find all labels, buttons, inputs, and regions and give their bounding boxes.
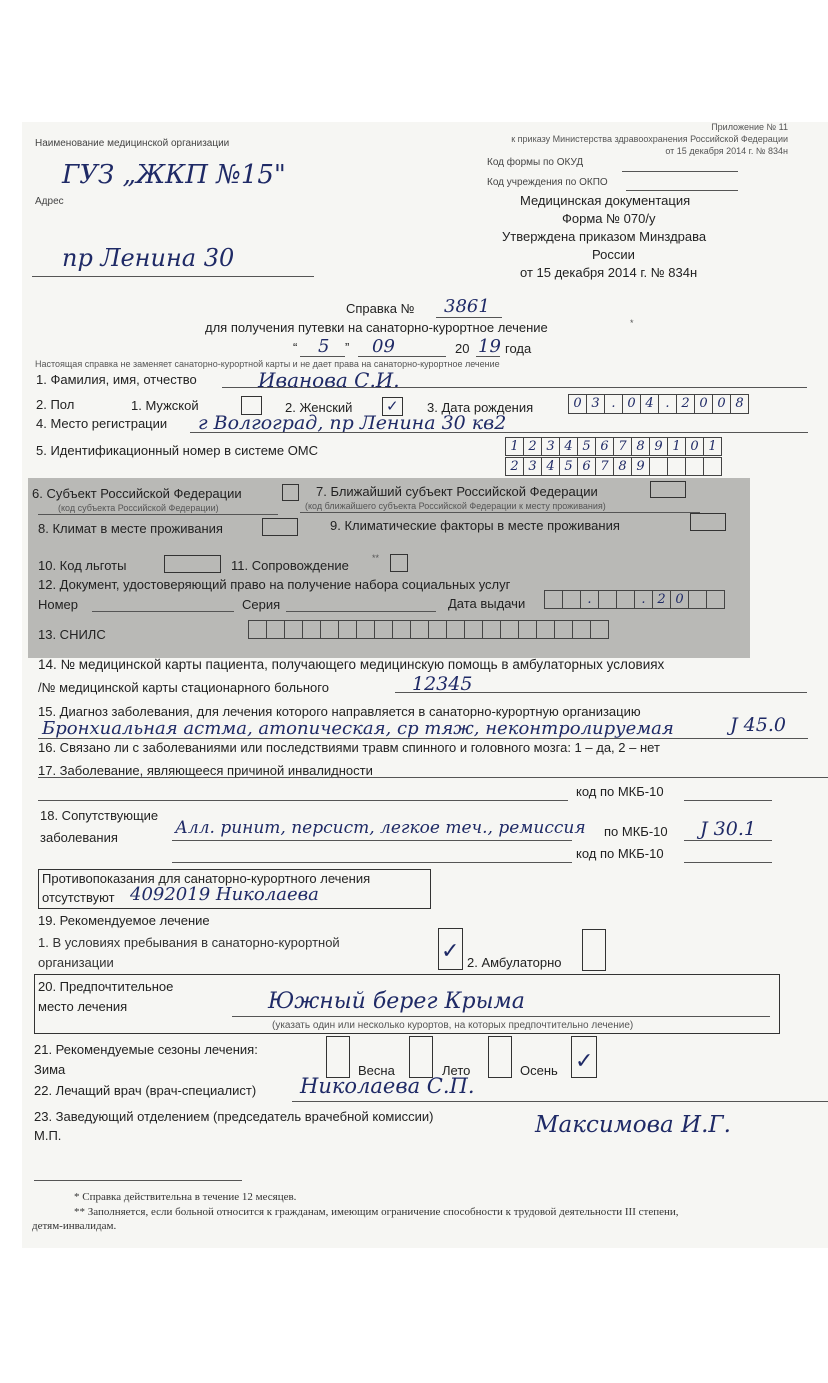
sex-female-check-mark: ✓ <box>386 397 399 415</box>
spravka-label: Справка № <box>346 301 415 316</box>
subject-code-box[interactable] <box>282 484 299 501</box>
okud-label: Код формы по ОКУД <box>487 157 584 168</box>
purpose-asterisk: * <box>630 318 634 328</box>
climate-label: 8. Климат в месте проживания <box>38 521 223 536</box>
year-prefix: 20 <box>455 341 470 356</box>
preferred-place-line <box>232 1016 770 1017</box>
doc-number-line <box>92 611 234 612</box>
disability-line-2 <box>38 800 568 801</box>
okpo-line <box>626 190 738 191</box>
comorbid-mkb-line-1 <box>684 840 772 841</box>
season-spring-checkbox[interactable] <box>409 1036 433 1078</box>
approved-date: от 15 декабря 2014 г. № 834н <box>520 265 698 280</box>
footnote-divider <box>34 1180 242 1181</box>
birth-date-cell[interactable]: 2 <box>676 394 695 414</box>
med-doc-label: Медицинская документация <box>520 193 691 208</box>
oms-cell[interactable]: 5 <box>559 457 578 476</box>
date-day-line <box>300 356 345 357</box>
birth-date-label: 3. Дата рождения <box>427 400 534 415</box>
snils-cell[interactable] <box>284 620 303 639</box>
sex-female-label: 2. Женский <box>285 400 353 415</box>
oms-cell[interactable]: 7 <box>613 437 632 456</box>
disability-label: 17. Заболевание, являющееся причиной инвалидности <box>38 763 373 778</box>
date-quote-close: ” <box>345 340 350 355</box>
head-label: 23. Заведующий отделением (председатель врачебной комиссии) <box>34 1109 434 1124</box>
doc-series-line <box>286 611 436 612</box>
season-autumn-label: Осень <box>520 1063 558 1078</box>
med-card-value: 12345 <box>412 673 473 695</box>
address-value: пр Ленина 30 <box>62 244 235 272</box>
spravka-purpose: для получения путевки на санаторно-курортное лечение <box>205 320 548 335</box>
subject-note-line <box>38 514 278 515</box>
escort-box[interactable] <box>390 554 408 572</box>
med-card-label-1: 14. № медицинской карты пациента, получающего медицинскую помощь в амбулаторных условиях <box>38 657 665 672</box>
snils-cell[interactable] <box>374 620 393 639</box>
season-autumn-check-mark: ✓ <box>575 1049 594 1074</box>
oms-cell[interactable]: 7 <box>595 457 614 476</box>
treatment-opt1-line-2: организации <box>38 955 114 970</box>
comorbid-label-2: заболевания <box>40 830 118 845</box>
climate-factors-box[interactable] <box>690 513 726 531</box>
doctor-label: 22. Лечащий врач (врач-специалист) <box>34 1083 257 1098</box>
doc-number-label: Номер <box>38 597 79 612</box>
contraindications-line-1: Противопоказания для санаторно-курортного лечения <box>42 871 371 886</box>
oms-cell[interactable]: 8 <box>613 457 632 476</box>
contraindications-value: 4092019 Николаева <box>130 884 319 905</box>
comorbid-value: Алл. ринит, персист, легкое теч., ремиссия <box>175 818 586 838</box>
diagnosis-line <box>38 738 808 739</box>
oms-cell[interactable]: 4 <box>541 457 560 476</box>
oms-cell[interactable] <box>703 457 722 476</box>
climate-box[interactable] <box>262 518 298 536</box>
oms-cell[interactable]: 3 <box>523 457 542 476</box>
fio-value: Иванова С.И. <box>258 368 400 392</box>
comorbid-mkb-label-1: по МКБ-10 <box>604 824 668 839</box>
snils-cell[interactable] <box>446 620 465 639</box>
snils-cell[interactable] <box>572 620 591 639</box>
subject-label: 6. Субъект Российской Федерации <box>32 486 242 501</box>
order-ref: к приказу Министерства здравоохранения Российской Федерации <box>511 134 788 144</box>
oms-cell[interactable]: 0 <box>685 437 704 456</box>
year-suffix: 19 <box>478 336 501 357</box>
doc-issue-label: Дата выдачи <box>448 596 526 611</box>
russia-label: России <box>592 247 635 262</box>
preferred-place-label-2: место лечения <box>38 999 128 1014</box>
snils-cell[interactable] <box>464 620 483 639</box>
snils-cell[interactable] <box>266 620 285 639</box>
footnote-2: ** Заполняется, если больной относится к гражданам, имеющим ограничение способности к трудовой деятельности III степени, <box>74 1206 679 1218</box>
diagnosis-code: J 45.0 <box>730 714 786 736</box>
oms-cell[interactable]: 9 <box>631 457 650 476</box>
spravka-number-line <box>436 317 502 318</box>
oms-cell[interactable]: 8 <box>631 437 650 456</box>
org-value: ГУЗ „ЖКП №15" <box>62 160 286 190</box>
doctor-value: Николаева С.П. <box>300 1074 475 1098</box>
med-card-line <box>395 692 807 693</box>
oms-label: 5. Идентификационный номер в системе ОМС <box>36 443 319 458</box>
birth-date-cell[interactable]: 0 <box>694 394 713 414</box>
spravka-number: 3861 <box>444 296 490 317</box>
birth-date-cell[interactable]: 0 <box>712 394 731 414</box>
disability-mkb-line <box>684 800 772 801</box>
doc-issue-cell[interactable] <box>562 590 581 609</box>
season-winter-label: Зима <box>34 1062 66 1077</box>
disability-line-1 <box>38 777 828 778</box>
escort-mark: ** <box>372 553 380 563</box>
oms-cell[interactable]: 3 <box>541 437 560 456</box>
snils-cell[interactable] <box>248 620 267 639</box>
snils-cell[interactable] <box>500 620 519 639</box>
oms-cell[interactable]: 1 <box>505 437 524 456</box>
date-day: 5 <box>318 336 330 357</box>
year-word: года <box>505 341 532 356</box>
order-date: от 15 декабря 2014 г. № 834н <box>665 146 788 156</box>
date-month-line <box>358 356 446 357</box>
date-quote-open: “ <box>293 340 298 355</box>
comorbid-code: J 30.1 <box>700 818 756 840</box>
doc-issue-cell[interactable] <box>616 590 635 609</box>
birth-date-cell[interactable]: 0 <box>568 394 587 414</box>
oms-cell[interactable]: 6 <box>595 437 614 456</box>
social-doc-label: 12. Документ, удостоверяющий право на получение набора социальных услуг <box>38 577 511 592</box>
disclaimer: Настоящая справка не заменяет санаторно-курортной карты и не дает права на санаторно-курортное лечение <box>35 359 500 369</box>
med-card-label-2: /№ медицинской карты стационарного больного <box>38 680 329 695</box>
snils-cell[interactable] <box>338 620 357 639</box>
disability-mkb-label: код по МКБ-10 <box>576 784 664 799</box>
treatment-opt1-line-1: 1. В условиях пребывания в санаторно-курортной <box>38 935 340 950</box>
snils-cell[interactable] <box>320 620 339 639</box>
address-underline <box>32 276 314 277</box>
stamp-label: М.П. <box>34 1128 62 1143</box>
oms-cell[interactable]: 2 <box>523 437 542 456</box>
oms-cell[interactable]: 4 <box>559 437 578 456</box>
preferred-place-value: Южный берег Крыма <box>268 989 525 1014</box>
snils-cell[interactable] <box>536 620 555 639</box>
doc-issue-cell[interactable] <box>598 590 617 609</box>
registration-value: г Волгоград, пр Ленина 30 кв2 <box>198 412 507 434</box>
season-summer-label: Лето <box>442 1063 471 1078</box>
recommended-treatment-label: 19. Рекомендуемое лечение <box>38 913 210 928</box>
snils-cell[interactable] <box>590 620 609 639</box>
season-summer-checkbox[interactable] <box>488 1036 512 1078</box>
okpo-label: Код учреждения по ОКПО <box>487 177 608 188</box>
org-label: Наименование медицинской организации <box>35 138 230 149</box>
appendix-label: Приложение № 11 <box>711 122 788 132</box>
season-autumn-checkbox[interactable] <box>571 1036 597 1078</box>
approved-label: Утверждена приказом Минздрава <box>502 229 707 244</box>
registration-label: 4. Место регистрации <box>36 416 168 431</box>
treatment-sanatorium-check-mark: ✓ <box>441 939 460 964</box>
birth-date-cell[interactable]: 4 <box>640 394 659 414</box>
fio-label: 1. Фамилия, имя, отчество <box>36 372 197 387</box>
oms-cell[interactable]: 1 <box>703 437 722 456</box>
treatment-sanatorium-checkbox[interactable] <box>438 928 463 970</box>
head-value: Максимова И.Г. <box>535 1112 731 1138</box>
birth-date-cell[interactable]: . <box>604 394 623 414</box>
comorbid-line-2 <box>172 862 572 863</box>
doctor-line <box>292 1101 828 1102</box>
snils-cell[interactable] <box>392 620 411 639</box>
doc-series-label: Серия <box>242 597 281 612</box>
comorbid-label-1: 18. Сопутствующие <box>40 808 159 823</box>
snils-cell[interactable] <box>302 620 321 639</box>
benefit-code-box[interactable] <box>164 555 221 573</box>
doc-issue-cell[interactable] <box>544 590 563 609</box>
comorbid-line-1 <box>172 840 572 841</box>
snils-cell[interactable] <box>410 620 429 639</box>
benefit-code-label: 10. Код льготы <box>38 558 127 573</box>
oms-cell[interactable] <box>685 457 704 476</box>
climate-factors-label: 9. Климатические факторы в месте проживания <box>330 518 620 533</box>
fio-line <box>222 387 807 388</box>
birth-date-cell[interactable]: 0 <box>622 394 641 414</box>
oms-cell[interactable]: 9 <box>649 437 668 456</box>
oms-cell[interactable]: 6 <box>577 457 596 476</box>
snils-cell[interactable] <box>482 620 501 639</box>
birth-date-cell[interactable]: 3 <box>586 394 605 414</box>
season-spring-label: Весна <box>358 1063 395 1078</box>
doc-issue-cell[interactable]: . <box>634 590 653 609</box>
contraindications-line-2: отсутствуют <box>42 890 115 905</box>
doc-issue-cell[interactable]: 0 <box>670 590 689 609</box>
date-month: 09 <box>372 336 395 357</box>
doc-issue-cell[interactable]: 2 <box>652 590 671 609</box>
season-winter-checkbox[interactable] <box>326 1036 350 1078</box>
doc-issue-cell[interactable] <box>688 590 707 609</box>
preferred-place-note: (указать один или несколько курортов, на которых предпочтительно лечение) <box>272 1020 634 1031</box>
address-label: Адрес <box>35 196 64 207</box>
birth-date-cell[interactable]: 8 <box>730 394 749 414</box>
oms-cell[interactable]: 5 <box>577 437 596 456</box>
nearest-subject-line <box>300 512 700 513</box>
diagnosis-label: 15. Диагноз заболевания, для лечения которого направляется в санаторно-курортную организацию <box>38 704 641 719</box>
treatment-ambulatory-label: 2. Амбулаторно <box>467 955 562 970</box>
snils-cell[interactable] <box>554 620 573 639</box>
doc-issue-cell[interactable]: . <box>580 590 599 609</box>
treatment-ambulatory-checkbox[interactable] <box>582 929 606 971</box>
oms-cell[interactable] <box>649 457 668 476</box>
snils-cell[interactable] <box>428 620 447 639</box>
footnote-3: детям-инвалидам. <box>32 1220 117 1232</box>
doc-issue-cell[interactable] <box>706 590 725 609</box>
snils-cell[interactable] <box>356 620 375 639</box>
okud-line <box>622 171 738 172</box>
escort-label: 11. Сопровождение <box>231 558 349 573</box>
registration-line <box>190 432 808 433</box>
oms-cell[interactable]: 2 <box>505 457 524 476</box>
sex-label: 2. Пол <box>36 397 75 412</box>
spine-brain-label: 16. Связано ли с заболеваниями или последствиями травм спинного и головного мозга: 1 – да, 2 – нет <box>38 740 660 755</box>
oms-cell[interactable] <box>667 457 686 476</box>
nearest-subject-note: (код ближайшего субъекта Российской Федерации к месту проживания) <box>305 501 606 511</box>
seasons-label: 21. Рекомендуемые сезоны лечения: <box>34 1042 258 1057</box>
diagnosis-value: Бронхиальная астма, атопическая, ср тяж, неконтролируемая <box>42 718 674 739</box>
birth-date-cell[interactable]: . <box>658 394 677 414</box>
snils-cell[interactable] <box>518 620 537 639</box>
sex-male-label: 1. Мужской <box>131 398 199 413</box>
preferred-place-label-1: 20. Предпочтительное <box>38 979 174 994</box>
footnote-1: * Справка действительна в течение 12 месяцев. <box>74 1191 297 1203</box>
oms-cell[interactable]: 1 <box>667 437 686 456</box>
year-line <box>476 356 500 357</box>
nearest-subject-box[interactable] <box>650 481 686 498</box>
form-number: Форма № 070/у <box>562 211 656 226</box>
nearest-subject-label: 7. Ближайший субъект Российской Федерации <box>316 484 598 499</box>
subject-note: (код субъекта Российской Федерации) <box>58 503 219 513</box>
comorbid-mkb-label-2: код по МКБ-10 <box>576 846 664 861</box>
comorbid-mkb-line-2 <box>684 862 772 863</box>
snils-label: 13. СНИЛС <box>38 627 106 642</box>
